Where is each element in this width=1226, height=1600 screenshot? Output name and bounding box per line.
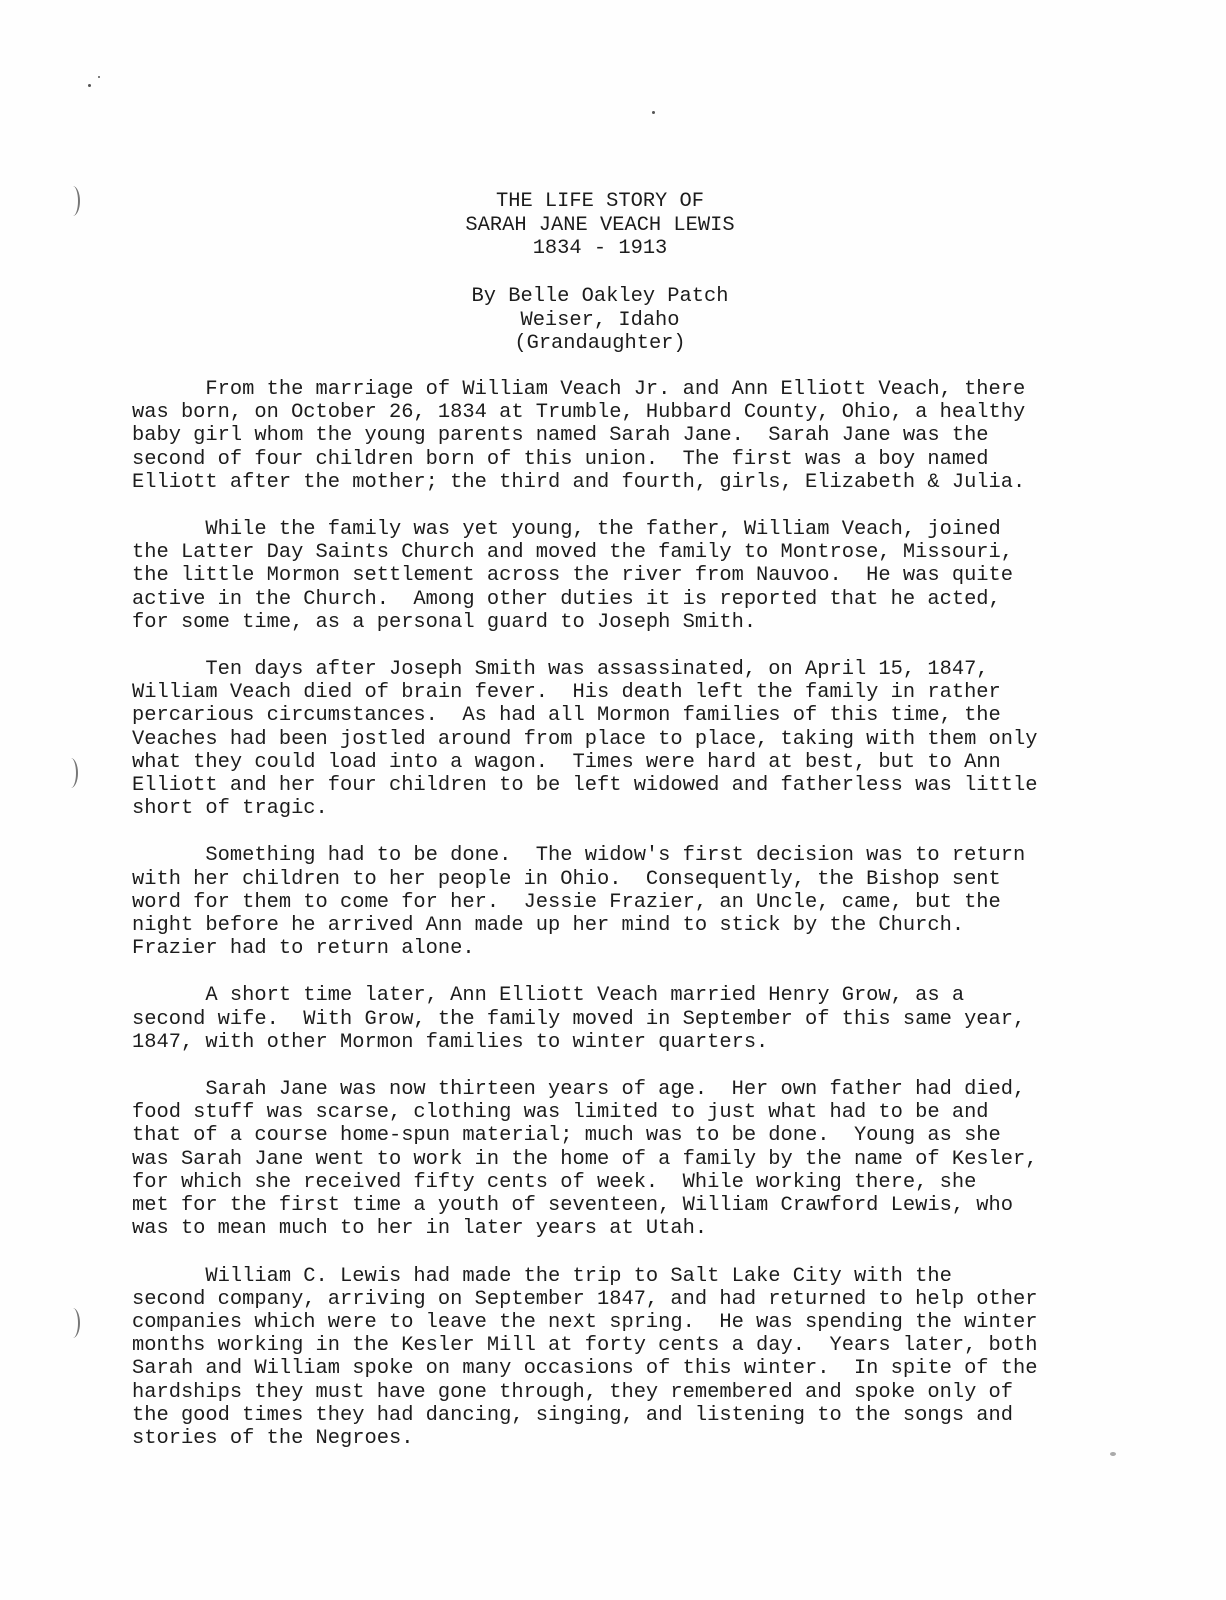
punch-hole-mark (68, 1308, 80, 1338)
paragraph-line: for which she received fifty cents of week. While working there, she (132, 1170, 977, 1194)
paragraph-line: word for them to come for her. Jessie Frazier, an Uncle, came, but the (132, 890, 1001, 914)
paragraph-line: Veaches had been jostled around from place to place, taking with them only (132, 727, 1038, 751)
body-paragraph (132, 518, 1122, 634)
paragraph-line: second of four children born of this union. The first was a boy named (132, 447, 989, 471)
paragraph-line: William Veach died of brain fever. His death left the family in rather (132, 681, 1001, 705)
paragraph-line: months working in the Kesler Mill at forty cents a day. Years later, both (132, 1334, 1038, 1358)
paragraph-line: with her children to her people in Ohio. Consequently, the Bishop sent (132, 867, 1001, 891)
body-paragraph (132, 984, 1122, 1054)
punch-hole-mark (66, 758, 78, 788)
speck-mark (652, 111, 655, 114)
body-paragraph (132, 1265, 1122, 1451)
paragraph-line: food stuff was scarse, clothing was limited to just what had to be and (132, 1101, 989, 1125)
byline-line: By Belle Oakley Patch (471, 285, 729, 308)
body-paragraph (132, 844, 1122, 960)
paragraph-line: short of tragic. (132, 797, 328, 821)
paragraph-line: 1847, with other Mormon families to winter quarters. (132, 1030, 769, 1054)
paragraph-line: baby girl whom the young parents named Sarah Jane. Sarah Jane was the (132, 424, 989, 448)
paragraph-line: William C. Lewis had made the trip to Salt Lake City with the (132, 1264, 952, 1288)
paragraph-line: was to mean much to her in later years at Utah. (132, 1217, 708, 1241)
paragraph-line: for some time, as a personal guard to Joseph Smith. (132, 610, 757, 634)
document-title (300, 190, 900, 261)
paragraph-line: was born, on October 26, 1834 at Trumble, Hubbard County, Ohio, a healthy (132, 401, 1026, 425)
byline-line: (Grandaughter) (514, 332, 686, 355)
byline-line: Weiser, Idaho (520, 308, 680, 332)
body-paragraph (132, 1078, 1122, 1240)
paragraph-line: the good times they had dancing, singing, and listening to the songs and (132, 1403, 1014, 1427)
paragraph-line: Frazier had to return alone. (132, 937, 475, 961)
author-byline (300, 285, 900, 356)
paragraph-line: Sarah and William spoke on many occasions of this winter. In spite of the (132, 1357, 1038, 1381)
paragraph-line: Elliott after the mother; the third and fourth, girls, Elizabeth & Julia. (132, 470, 1026, 494)
paragraph-line: what they could load into a wagon. Times were hard at best, but to Ann (132, 750, 1001, 774)
paragraph-line: Something had to be done. The widow's first decision was to return (132, 844, 1026, 868)
paragraph-line: met for the first time a youth of seventeen, William Crawford Lewis, who (132, 1194, 1014, 1218)
punch-hole-mark (68, 186, 80, 216)
paragraph-line: companies which were to leave the next spring. He was spending the winter (132, 1310, 1038, 1334)
body-paragraph (132, 658, 1122, 820)
paragraph-line: night before he arrived Ann made up her mind to stick by the Church. (132, 914, 965, 938)
paragraph-line: hardships they must have gone through, they remembered and spoke only of (132, 1380, 1014, 1404)
speck-mark (88, 84, 91, 87)
paragraph-line: Sarah Jane was now thirteen years of age. Her own father had died, (132, 1078, 1026, 1102)
paragraph-line: second company, arriving on September 1847, and had returned to help other (132, 1287, 1038, 1311)
paragraph-line: percarious circumstances. As had all Mormon families of this time, the (132, 704, 1001, 728)
paragraph-line: While the family was yet young, the father, William Veach, joined (132, 518, 1001, 542)
paragraph-line: From the marriage of William Veach Jr. and Ann Elliott Veach, there (132, 378, 1026, 401)
title-line: SARAH JANE VEACH LEWIS (465, 213, 735, 237)
document-body (132, 378, 1122, 1474)
paragraph-line: second wife. With Grow, the family moved in September of this same year, (132, 1007, 1026, 1031)
title-line: THE LIFE STORY OF (495, 190, 705, 213)
paragraph-line: active in the Church. Among other duties it is reported that he acted, (132, 587, 1001, 611)
paragraph-line: the Latter Day Saints Church and moved the family to Montrose, Missouri, (132, 541, 1014, 565)
title-line: 1834 - 1913 (532, 237, 668, 260)
paragraph-line: Ten days after Joseph Smith was assassinated, on April 15, 1847, (132, 658, 989, 682)
paragraph-line: was Sarah Jane went to work in the home of a family by the name of Kesler, (132, 1147, 1038, 1171)
paragraph-line: Elliott and her four children to be left widowed and fatherless was little (132, 774, 1038, 798)
paragraph-line: the little Mormon settlement across the river from Nauvoo. He was quite (132, 564, 1014, 588)
body-paragraph (132, 378, 1122, 494)
paragraph-line: that of a course home-spun material; much was to be done. Young as she (132, 1124, 1001, 1148)
paragraph-line: stories of the Negroes. (132, 1426, 414, 1450)
paragraph-line: A short time later, Ann Elliott Veach married Henry Grow, as a (132, 984, 965, 1008)
speck-mark (98, 76, 100, 78)
